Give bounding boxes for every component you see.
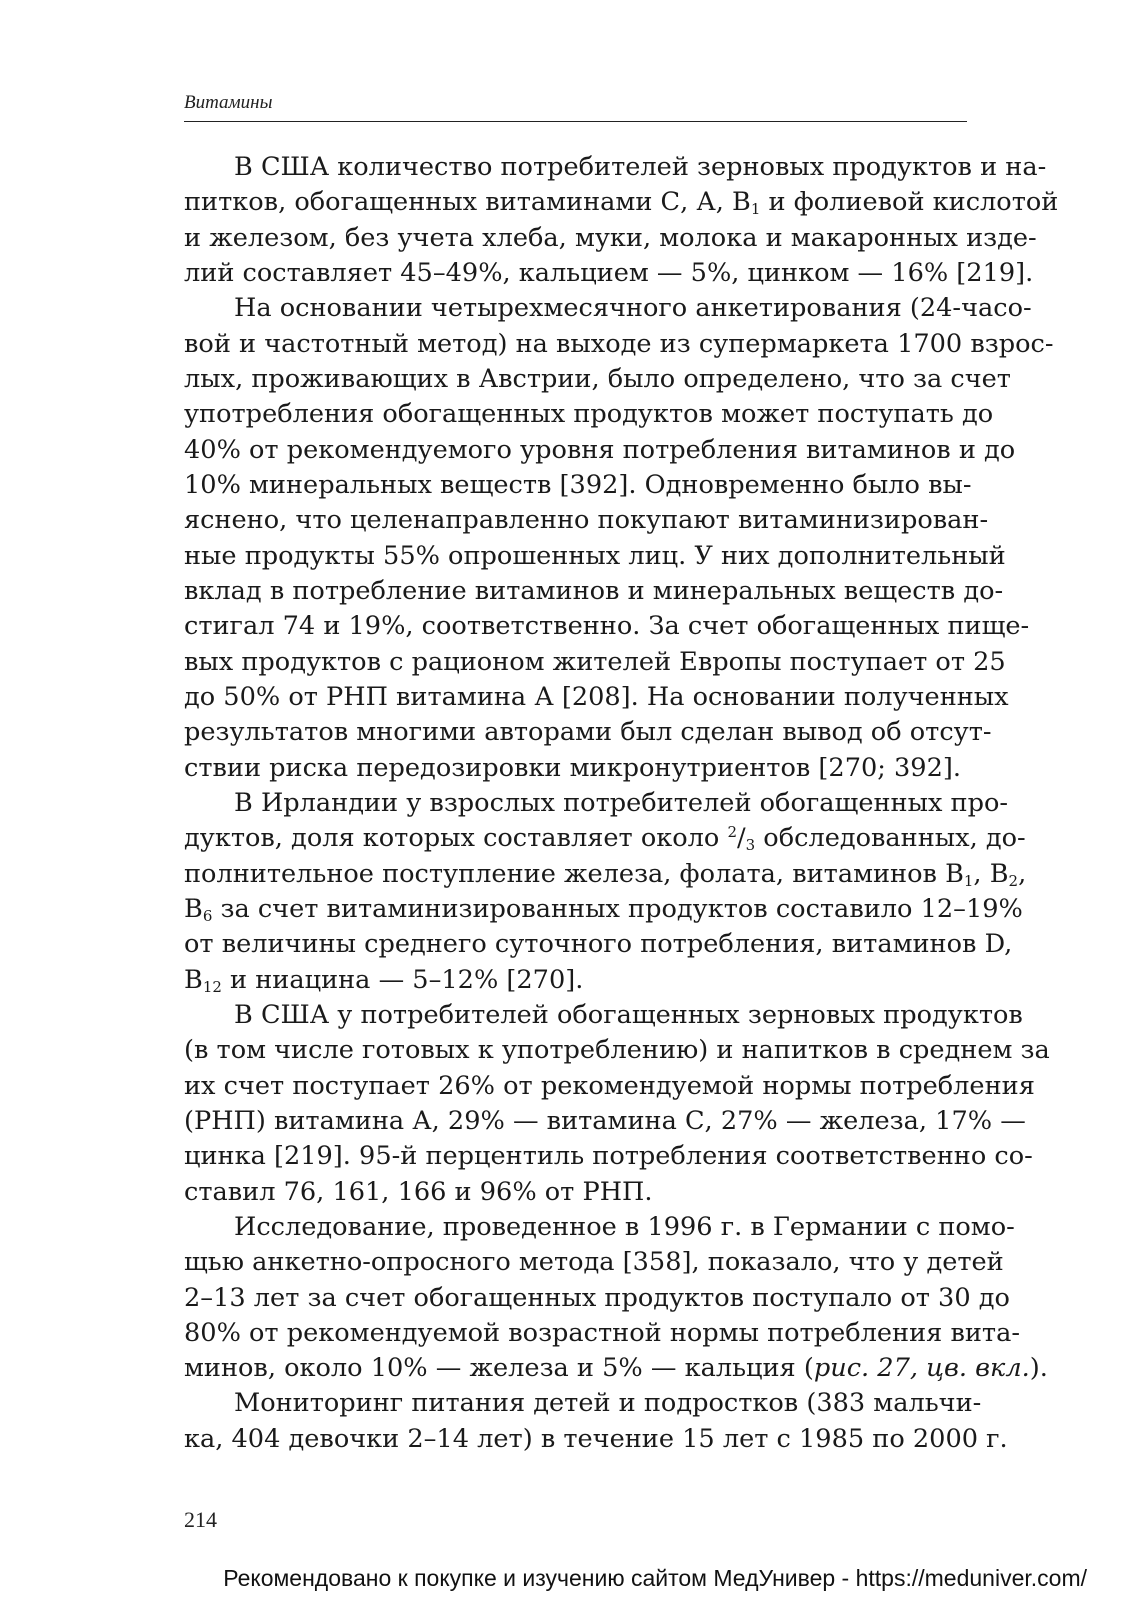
- text-line: употребления обогащенных продуктов может поступать до: [184, 399, 994, 430]
- text-line: 40% от рекомендуемого уровня потребления витаминов и до: [184, 434, 1016, 465]
- text-line: ные продукты 55% опрошенных лиц. У них дополнительный: [184, 540, 1006, 571]
- text-line: лий составляет 45–49%, кальцием — 5%, цинком — 16% [219].: [184, 257, 1034, 288]
- text-line: ствии риска передозировки микронутриентов [270; 392].: [184, 752, 961, 783]
- text-line: питков, обогащенных витаминами С, А, $B_1$ и фолиевой кислотой: [184, 187, 1059, 219]
- subscript: 3: [745, 836, 756, 855]
- text-line: На основании четырехмесячного анкетирования (24-часо-: [234, 293, 1032, 324]
- text-line: вклад в потребление витаминов и минеральных веществ до-: [184, 575, 1004, 606]
- text-line: стигал 74 и 19%, соответственно. За счет обогащенных пище-: [184, 611, 1030, 642]
- text-line: В США количество потребителей зерновых продуктов и на-: [234, 152, 1047, 182]
- subscript: 1: [963, 871, 974, 890]
- text-line: В Ирландии у взрослых потребителей обогащенных про-: [234, 787, 1009, 818]
- text-line: ставил 76, 161, 166 и 96% от РНП.: [184, 1176, 653, 1207]
- page-number: 214: [184, 1507, 217, 1532]
- text-line: щью анкетно-опросного метода [358], показало, что у детей: [184, 1247, 1004, 1278]
- text-line: вых продуктов с рационом жителей Европы поступает от 25: [184, 646, 1006, 677]
- text-line: их счет поступает 26% от рекомендуемой нормы потребления: [184, 1070, 1035, 1101]
- subscript: 1: [750, 200, 761, 219]
- header-rule: [184, 121, 967, 122]
- superscript: 2: [727, 823, 737, 842]
- text-line: вой и частотный метод) на выходе из супермаркета 1700 взрос-: [184, 328, 1054, 359]
- text-line: 80% от рекомендуемой возрастной нормы потребления вита-: [184, 1317, 1020, 1348]
- text-line: от величины среднего суточного потребления, витаминов D,: [184, 929, 1013, 960]
- text-line: 2–13 лет за счет обогащенных продуктов поступало от 30 до: [184, 1282, 1010, 1313]
- text-line: цинка [219]. 95-й перцентиль потребления соответственно со-: [184, 1141, 1033, 1172]
- subscript: 2: [1008, 871, 1019, 890]
- text-line: лых, проживающих в Австрии, было определено, что за счет: [184, 363, 1011, 394]
- text-line: до 50% от РНП витамина А [208]. На основании полученных: [184, 681, 1009, 712]
- text-line: В США у потребителей обогащенных зерновых продуктов: [234, 999, 1023, 1030]
- running-head: Витамины: [184, 92, 273, 113]
- text-line: и железом, без учета хлеба, муки, молока и макаронных изде-: [184, 222, 1037, 253]
- text-line: яснено, что целенаправленно покупают витаминизирован-: [184, 505, 989, 536]
- text-line: $B_{12}$ и ниацина — 5–12% [270].: [184, 964, 584, 996]
- watermark-link[interactable]: Рекомендовано к покупке и изучению сайтом МедУнивер - https://meduniver.com/: [223, 1565, 1087, 1591]
- text-line: полнительное поступление железа, фолата, витаминов $B_1$, $B_2$,: [184, 858, 1027, 890]
- text-line: минов, около 10% — железа и 5% — кальция (рис. 27, цв. вкл.).: [184, 1353, 1048, 1384]
- text-line: результатов многими авторами был сделан вывод об отсут-: [184, 717, 992, 748]
- figure-reference: рис. 27, цв. вкл.: [813, 1353, 1030, 1384]
- text-line: 10% минеральных веществ [392]. Одновременно было вы-: [184, 469, 972, 500]
- text-line: Исследование, проведенное в 1996 г. в Германии с помо-: [234, 1211, 1015, 1242]
- subscript: 12: [202, 977, 222, 996]
- text-line: (в том числе готовых к употреблению) и напитков в среднем за: [184, 1035, 1050, 1066]
- subscript: 6: [202, 906, 213, 925]
- body-text: [184, 150, 1059, 1457]
- text-line: Мониторинг питания детей и подростков (383 мальчи-: [234, 1388, 982, 1419]
- text-line: (РНП) витамина А, 29% — витамина С, 27% — железа, 17% —: [184, 1105, 1026, 1136]
- text-line: дуктов, доля которых составляет около $^2/_3$ обследованных, до-: [184, 823, 1026, 855]
- text-line: $B_6$ за счет витаминизированных продуктов составило 12–19%: [184, 893, 1023, 925]
- text-line: ка, 404 девочки 2–14 лет) в течение 15 лет с 1985 по 2000 г.: [184, 1423, 1008, 1454]
